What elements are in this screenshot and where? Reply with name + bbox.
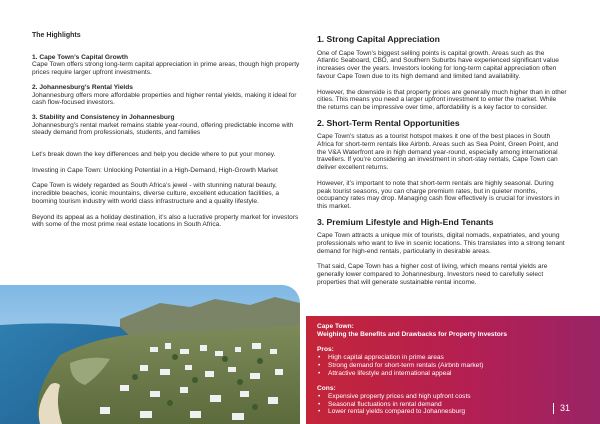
page-number: 31 [553, 403, 570, 414]
body-paragraph: That said, Cape Town has a higher cost of living, which means rental yields are generally lower compared to Johannesburg. Investors need to carefully select properties that will generate sustainable rental income. [317, 263, 548, 286]
highlight-item [32, 114, 304, 137]
section-heading: 3. Premium Lifestyle and High-End Tenants [317, 216, 494, 227]
body-paragraph: Beyond its appeal as a holiday destination, it’s also a lucrative property market for investors with some of the most prime real estate locations in South Africa. [32, 213, 299, 229]
pros-list [317, 354, 547, 377]
section-heading: 1. Strong Capital Appreciation [317, 34, 440, 44]
body-paragraph: However, the downside is that property prices are generally much higher than in other cities. This means you need a larger upfront investment to enter the market. While the returns can be impressive over time, affordability is a key factor to consider. [317, 88, 567, 111]
left-column [32, 32, 304, 237]
cons-list [317, 393, 547, 416]
box-title: Cape Town: [317, 323, 354, 330]
body-paragraph: Cape Town’s status as a tourist hotspot makes it one of the best places in South Africa for short-term rentals like Airbnb. Areas such as Sea Point, Green Point, and the V&A Waterfront are in high demand year-round, especially among international travellers. If you’re considering an investment in short-stay rentals, Cape Town can deliver excellent returns. [317, 133, 559, 172]
pros-label: Pros: [317, 346, 334, 354]
pros-cons-box [306, 316, 600, 424]
pros-item: • Strong demand for short-term rentals (Airbnb market) [317, 362, 547, 370]
intro-paragraph: Let’s break down the key differences and help you decide where to put your money. [32, 151, 276, 159]
highlight-body: Cape Town offers strong long-term capital appreciation in prime areas, though high property prices require larger upfront investments. [32, 61, 300, 77]
highlight-item [32, 54, 304, 77]
box-subtitle: Weighing the Benefits and Drawbacks for Property Investors [317, 330, 508, 338]
cons-item: • Expensive property prices and high upfront costs [317, 393, 547, 401]
cons-item: • Seasonal fluctuations in rental demand [317, 401, 547, 409]
highlight-body: Johannesburg offers more affordable properties and higher rental yields, making it ideal for cash flow-focused investors. [32, 91, 297, 107]
highlight-heading: 3. Stability and Consistency in Johannesburg [32, 113, 175, 121]
highlight-body: Johannesburg’s rental market remains stable year-round, offering predictable income with steady demand from professionals, students, and families [32, 121, 294, 137]
highlight-heading: 2. Johannesburg’s Rental Yields [32, 83, 133, 91]
aerial-coastal-city-photo [0, 285, 300, 424]
cons-item: • Lower rental yields compared to Johannesburg [317, 408, 547, 416]
body-paragraph: One of Cape Town’s biggest selling points is capital growth. Areas such as the Atlantic Seaboard, CBD, and Southern Suburbs have experienced significant value increases over the years. Investors looking for long-term capital appreciation often favour Cape Town due to its high demand and limited land availability. [317, 49, 559, 80]
cons-label: Cons: [317, 385, 336, 393]
highlight-heading: 1. Cape Town’s Capital Growth [32, 53, 128, 61]
pros-item: • Attractive lifestyle and international appeal [317, 370, 547, 378]
highlight-item [32, 84, 304, 107]
pros-item: • High capital appreciation in prime areas [317, 354, 547, 362]
section-heading: 2. Short-Term Rental Opportunities [317, 117, 460, 128]
pros-cons-content [317, 323, 547, 416]
body-paragraph: However, it’s important to note that short-term rentals are highly seasonal. During peak tourist seasons, you can charge premium rates, but in quieter months, occupancy rates may drop. Managing cash flow effectively is crucial for investors in this market. [317, 179, 560, 210]
section-subtitle: Investing in Cape Town: Unlocking Potential in a High-Demand, High-Growth Market [32, 166, 278, 174]
right-column [317, 36, 567, 295]
body-paragraph: Cape Town attracts a unique mix of tourists, digital nomads, expatriates, and young professionals who want to live in scenic locations. This translates into a strong tenant demand for high-end rentals, particularly in desirable areas. [317, 232, 565, 255]
body-paragraph: Cape Town is widely regarded as South Africa’s jewel - with stunning natural beauty, incredible beaches, iconic mountains, diverse culture, excellent education facilities, a booming tourism industry with world class infrastructure and a quality lifestyle. [32, 182, 280, 205]
highlights-title: The Highlights [32, 32, 81, 39]
